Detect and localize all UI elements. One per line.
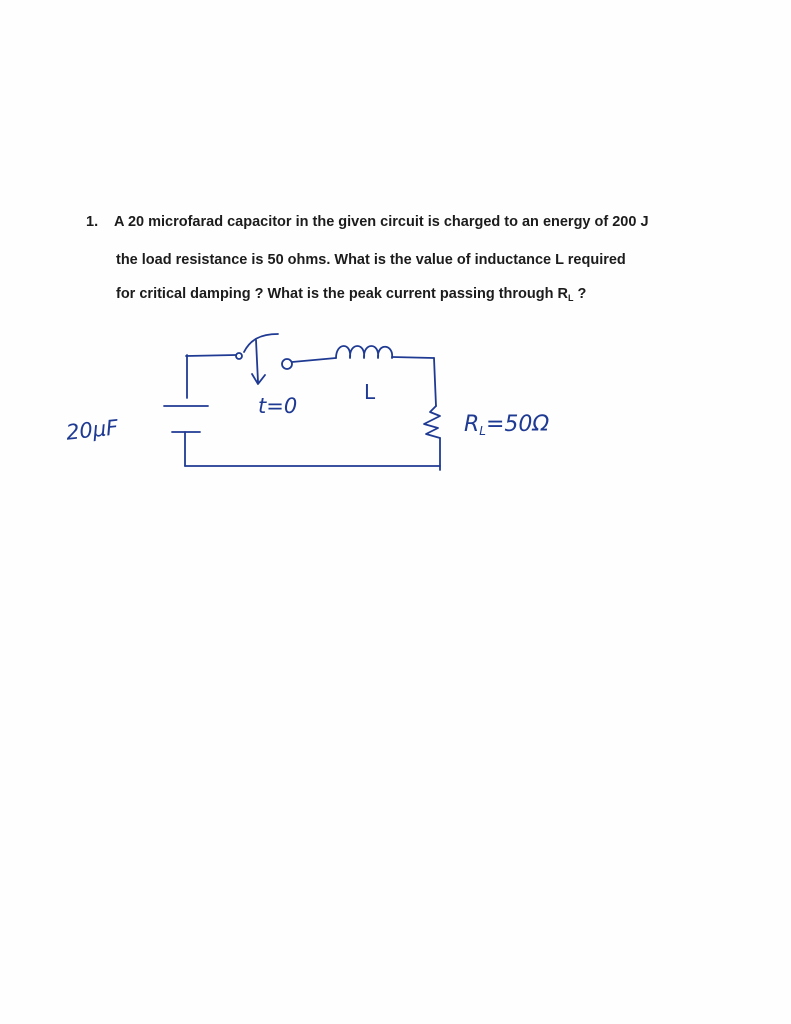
question-line-2: the load resistance is 50 ohms. What is the value of inductance L required	[116, 252, 626, 268]
question-line-1: A 20 microfarad capacitor in the given circuit is charged to an energy of 200 J	[114, 214, 649, 230]
capacitor-label: 20μF	[64, 415, 120, 445]
resistor-label-main: R	[464, 412, 480, 437]
inductor-coils	[336, 346, 392, 358]
resistor-label-value: =50Ω	[485, 412, 550, 437]
top-wire-right	[392, 357, 434, 358]
switch-blade	[244, 334, 278, 352]
resistor-label	[464, 412, 549, 438]
switch-arrow	[252, 340, 265, 384]
switch-contact	[282, 359, 292, 369]
question-line-3-subscript: L	[567, 293, 574, 303]
resistor-zigzag	[424, 406, 440, 438]
question-line-3-end: ?	[573, 286, 587, 302]
switch-time-label: t=0	[258, 394, 298, 418]
question-number: 1.	[86, 214, 99, 230]
circuit-diagram	[60, 320, 620, 490]
switch-pivot	[236, 353, 242, 359]
question-line-3	[116, 286, 586, 303]
top-wire-middle	[292, 358, 336, 362]
top-wire-left	[186, 355, 236, 356]
inductor-label: L	[364, 380, 376, 404]
question-line-3-text: for critical damping ? What is the peak current passing through R	[116, 286, 568, 302]
right-wire-upper	[434, 358, 436, 406]
resistor-label-subscript: L	[479, 424, 486, 438]
